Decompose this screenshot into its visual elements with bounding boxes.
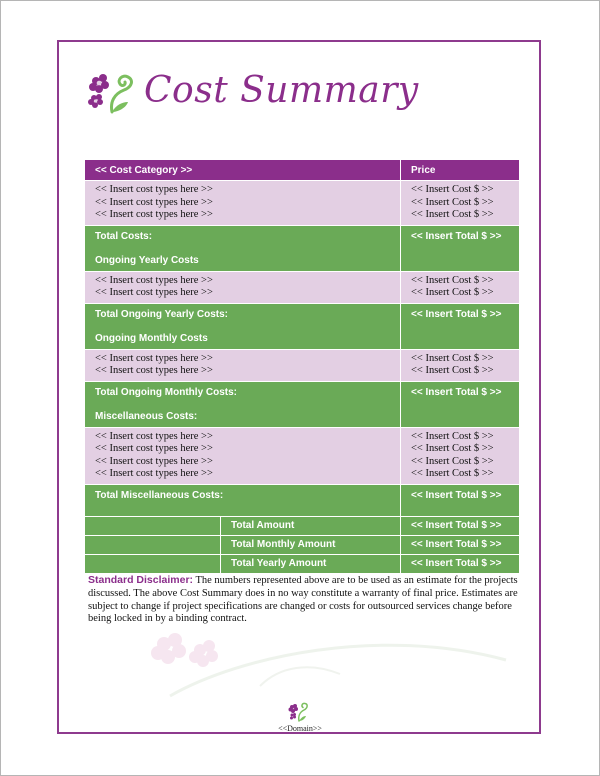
- cost-type: << Insert cost types here >>: [95, 274, 213, 286]
- section-total-cell: [85, 303, 401, 349]
- cost-type: << Insert cost types here >>: [95, 455, 213, 467]
- standard-disclaimer: [88, 574, 518, 626]
- cost-type: << Insert cost types here >>: [95, 430, 213, 442]
- section-total-label: Total Ongoing Yearly Costs:: [95, 308, 228, 320]
- cost-value: << Insert Cost $ >>: [411, 365, 494, 376]
- flower-watermark-icon: [150, 626, 510, 706]
- cost-types-cell: [85, 349, 401, 381]
- section-total-cell: [85, 225, 401, 271]
- cost-types-cell: [85, 427, 401, 484]
- summary-label: Total Amount: [221, 516, 401, 535]
- cost-type: << Insert cost types here >>: [95, 196, 213, 208]
- summary-value: << Insert Total $ >>: [401, 554, 520, 573]
- cost-type: << Insert cost types here >>: [95, 468, 213, 479]
- summary-blank-cell: [85, 516, 221, 535]
- page-title: Cost Summary: [144, 70, 419, 111]
- table-header-row: [85, 160, 520, 181]
- summary-row: [85, 516, 520, 535]
- cost-value: << Insert Cost $ >>: [411, 455, 494, 467]
- cost-summary-table: [84, 159, 520, 574]
- cost-value: << Insert Cost $ >>: [411, 274, 494, 286]
- section-heading: Ongoing Monthly Costs: [95, 332, 208, 344]
- price-header: Price: [401, 160, 520, 181]
- summary-blank-cell: [85, 554, 221, 573]
- section-total-label: Total Costs:: [95, 230, 153, 242]
- cost-value: << Insert Cost $ >>: [411, 430, 494, 442]
- section-total-value: << Insert Total $ >>: [401, 303, 520, 349]
- section-total-row: [85, 225, 520, 271]
- summary-blank-cell: [85, 535, 221, 554]
- cost-value: << Insert Cost $ >>: [411, 352, 494, 364]
- section-heading: Ongoing Yearly Costs: [95, 254, 199, 266]
- summary-row: [85, 535, 520, 554]
- cost-type: << Insert cost types here >>: [95, 443, 213, 454]
- summary-value: << Insert Total $ >>: [401, 535, 520, 554]
- cost-value: << Insert Cost $ >>: [411, 287, 494, 298]
- cost-types-cell: [85, 181, 401, 226]
- items-row: [85, 181, 520, 226]
- cost-value: << Insert Cost $ >>: [411, 443, 494, 454]
- cost-type: << Insert cost types here >>: [95, 365, 213, 376]
- cost-values-cell: [401, 349, 520, 381]
- cost-values-cell: [401, 271, 520, 303]
- cost-type: << Insert cost types here >>: [95, 352, 213, 364]
- cost-category-header: << Cost Category >>: [85, 160, 401, 181]
- section-total-row: [85, 381, 520, 427]
- cost-values-cell: [401, 181, 520, 226]
- section-heading: Miscellaneous Costs:: [95, 410, 198, 422]
- summary-label: Total Yearly Amount: [221, 554, 401, 573]
- items-row: [85, 349, 520, 381]
- cost-type: << Insert cost types here >>: [95, 184, 213, 195]
- cost-value: << Insert Cost $ >>: [411, 209, 494, 220]
- section-total-row: [85, 303, 520, 349]
- cost-value: << Insert Cost $ >>: [411, 196, 494, 208]
- section-total-value: << Insert Total $ >>: [401, 381, 520, 427]
- section-total-label: Total Ongoing Monthly Costs:: [95, 386, 238, 398]
- disclaimer-text: The numbers represented above are to be used as an estimate for the projects discussed. The above Cost Summary does in no way constitute a warranty of final price. Estimates are subject to change if project specifications are changed or costs for outsourced services change before being locked in by a binding contract.: [88, 575, 518, 625]
- section-total-cell: [85, 381, 401, 427]
- section-total-row: [85, 484, 520, 516]
- footer-domain: <<Domain>>: [278, 724, 322, 733]
- section-total-label: Total Miscellaneous Costs:: [85, 484, 401, 516]
- cost-type: << Insert cost types here >>: [95, 287, 213, 298]
- cost-types-cell: [85, 271, 401, 303]
- flower-swirl-logo-icon: [88, 72, 138, 120]
- cost-value: << Insert Cost $ >>: [411, 184, 494, 195]
- summary-label: Total Monthly Amount: [221, 535, 401, 554]
- summary-value: << Insert Total $ >>: [401, 516, 520, 535]
- cost-type: << Insert cost types here >>: [95, 209, 213, 220]
- summary-row: [85, 554, 520, 573]
- cost-values-cell: [401, 427, 520, 484]
- section-total-value: << Insert Total $ >>: [401, 484, 520, 516]
- flower-swirl-small-icon: [288, 702, 310, 724]
- items-row: [85, 427, 520, 484]
- cost-value: << Insert Cost $ >>: [411, 468, 494, 479]
- section-total-value: << Insert Total $ >>: [401, 225, 520, 271]
- items-row: [85, 271, 520, 303]
- disclaimer-lead: Standard Disclaimer:: [88, 574, 194, 586]
